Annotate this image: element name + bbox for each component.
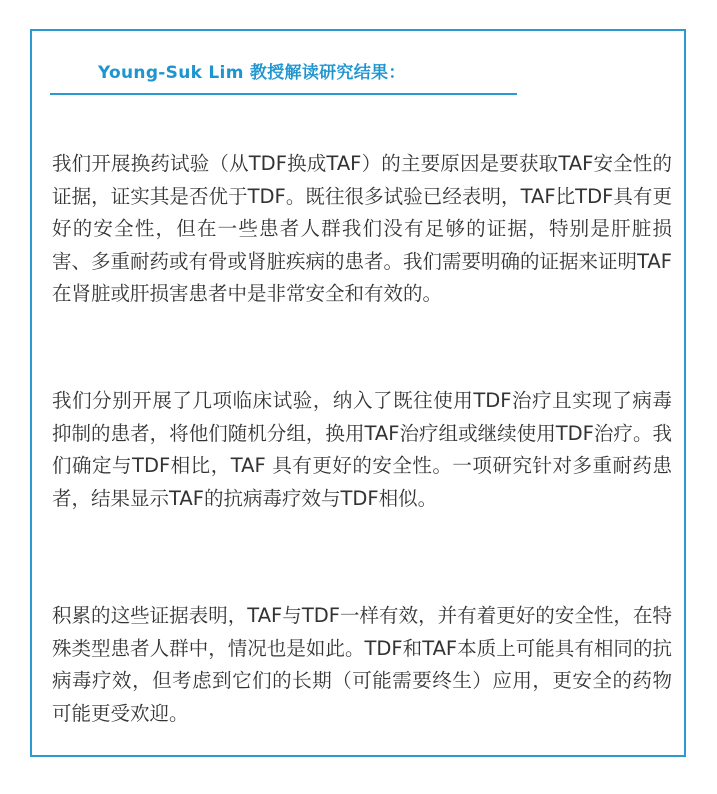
- paragraph-1: 我们开展换药试验（从TDF换成TAF）的主要原因是要获取TAF安全性的证据，证实其是否优于TDF。既往很多试验已经表明，TAF比TDF具有更好的安全性，但在一些患者人群我们没有足够的证据，特别是肝脏损害、多重耐药或有骨或肾脏疾病的患者。我们需要明确的证据来证明TAF在肾脏或肝损害患者中是非常安全和有效的。: [52, 152, 672, 305]
- paragraph-2: 我们分别开展了几项临床试验，纳入了既往使用TDF治疗且实现了病毒抑制的患者，将他们随机分组，换用TAF治疗组或继续使用TDF治疗。我们确定与TDF相比，TAF 具有更好的安全性。一项研究针对多重耐药患者，结果显示TAF的抗病毒疗效与TDF相似。: [52, 389, 672, 510]
- section-heading: Young-Suk Lim 教授解读研究结果：: [98, 63, 406, 83]
- paragraph-3: 积累的这些证据表明，TAF与TDF一样有效，并有着更好的安全性，在特殊类型患者人群中，情况也是如此。TDF和TAF本质上可能具有相同的抗病毒疗效，但考虑到它们的长期（可能需要终生）应用，更安全的药物可能更受欢迎。: [52, 604, 672, 725]
- quote-card: [30, 29, 686, 757]
- heading-underline: [50, 93, 517, 95]
